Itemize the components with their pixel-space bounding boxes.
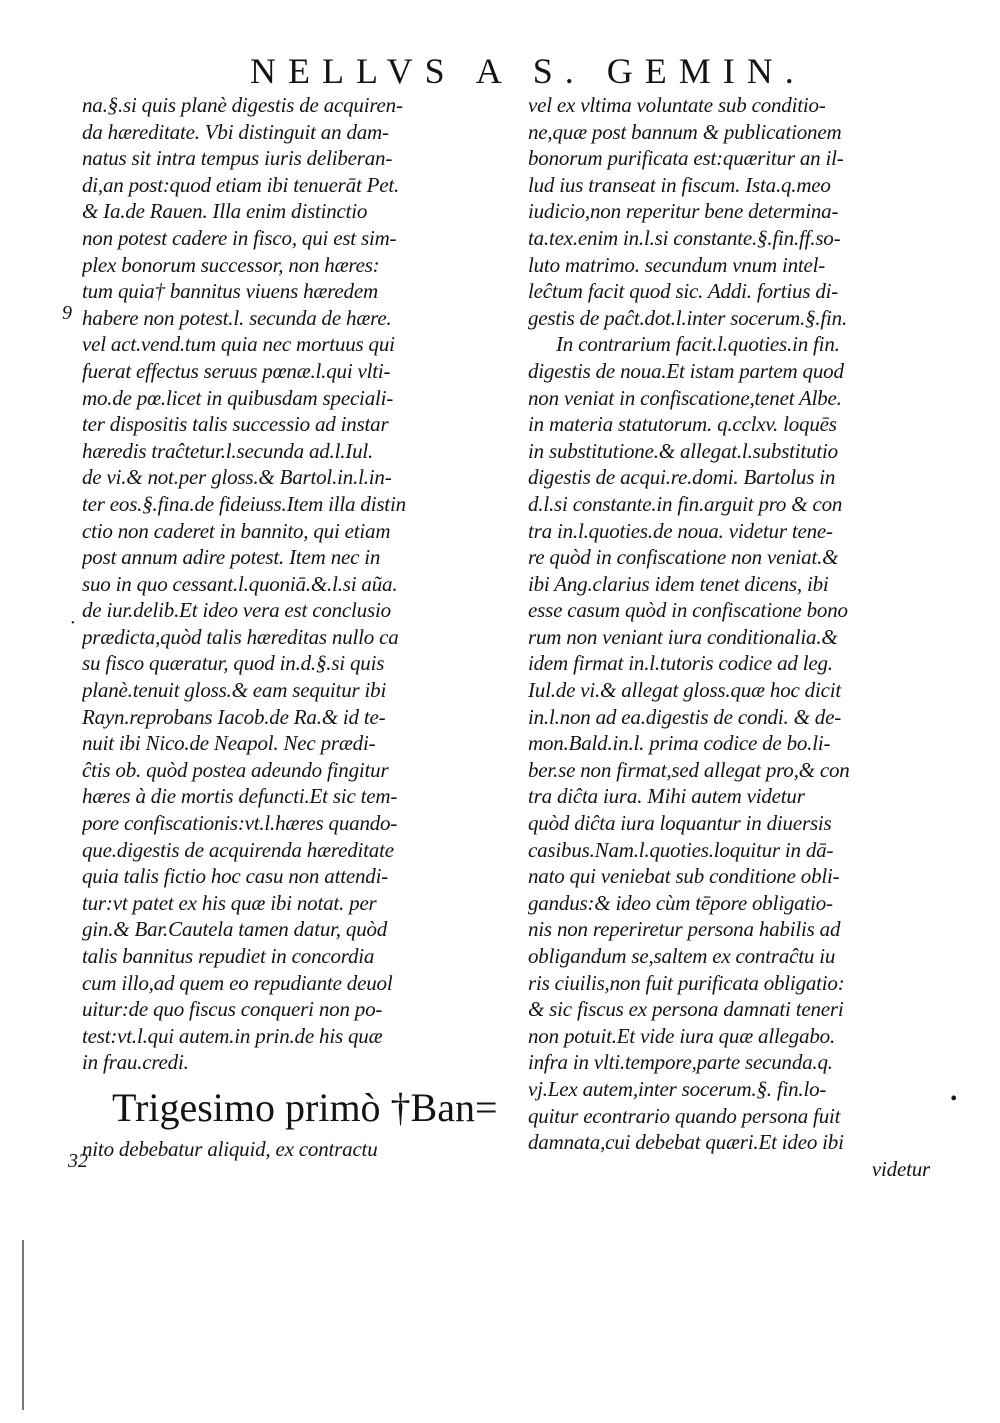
text-line: non potest cadere in fisco, qui est sim- xyxy=(82,225,397,250)
text-line: quitur econtrario quando persona fuit xyxy=(528,1103,841,1128)
catchword: videtur xyxy=(871,1156,930,1181)
text-line: Iul.de vi.& allegat gloss.quæ hoc dicit xyxy=(528,678,841,703)
text-line: bonorum purificata est:quæritur an il- xyxy=(528,146,844,171)
text-line: in.l.non ad ea.digestis de condi. & de- xyxy=(528,704,841,729)
right-column xyxy=(528,92,940,1182)
text-line: quia talis fictio hoc casu non attendi- xyxy=(82,864,389,889)
text-line: natus sit intra tempus iuris deliberan- xyxy=(82,146,393,171)
text-line: in materia statutorum. q.cclxv. loquēs xyxy=(528,412,837,437)
text-line: ĉtis ob. quòd postea adeundo fingitur xyxy=(82,757,389,782)
text-line: obligandum se,saltem ex contraĉtu iu xyxy=(528,944,836,968)
text-line: vj.Lex autem,inter socerum.§. fin.lo- xyxy=(528,1076,827,1101)
text-line: vel act.vend.tum quia nec mortuus qui xyxy=(82,332,395,357)
text-line: infra in vlti.tempore,parte secunda.q. xyxy=(528,1050,833,1075)
text-line: habere non potest.l. secunda de hære. xyxy=(82,305,392,330)
text-line: gandus:& ideo cùm tēpore obligatio- xyxy=(528,890,833,915)
text-line: nato qui veniebat sub conditione obli- xyxy=(528,864,840,889)
section-heading: Trigesimo primò †Ban= xyxy=(112,1084,498,1130)
text-line: rum non veniant iura conditionalia.& xyxy=(528,624,838,649)
marginal-note-9: 9 xyxy=(62,302,72,324)
text-line: gestis de paĉt.dot.l.inter socerum.§.fin. xyxy=(528,305,848,330)
text-line: nuit ibi Nico.de Neapol. Nec prædi- xyxy=(82,731,376,756)
text-line: Rayn.reprobans Iacob.de Ra.& id te- xyxy=(82,704,386,729)
text-line: que.digestis de acquirenda hæreditate xyxy=(82,837,394,862)
text-line: da hæreditate. Vbi distinguit an dam- xyxy=(82,119,389,144)
text-line: ber.se non firmat,sed allegat pro,& con xyxy=(528,757,850,782)
text-line: na.§.si quis planè digestis de acquiren- xyxy=(82,93,403,117)
text-line: hæredis traĉtetur.l.secunda ad.l.Iul. xyxy=(82,438,374,463)
text-line: vel ex vltima voluntate sub conditio- xyxy=(528,93,826,117)
text-line: esse casum quòd in confiscatione bono xyxy=(528,598,848,623)
text-line: test:vt.l.qui autem.in prin.de his quæ xyxy=(82,1023,383,1048)
text-line: post annum adire potest. Item nec in xyxy=(82,545,381,570)
text-line: cum illo,ad quem eo repudiante deuol xyxy=(82,970,393,995)
text-line: ibi Ang.clarius idem tenet dicens, ibi xyxy=(528,571,829,596)
text-line: de iur.delib.Et ideo vera est conclusio xyxy=(82,598,391,623)
text-line: lud ius transeat in fiscum. Ista.q.meo xyxy=(528,172,831,197)
text-line: iudicio,non reperitur bene determina- xyxy=(528,199,839,224)
text-line: non potuit.Et vide iura quæ allegabo. xyxy=(528,1023,835,1048)
left-column xyxy=(82,92,500,1163)
text-line: tra diĉta iura. Mihi autem videtur xyxy=(528,784,805,809)
text-line: non veniat in confiscatione,tenet Albe. xyxy=(528,385,842,410)
text-line: & sic fiscus ex persona damnati teneri xyxy=(528,997,844,1022)
text-line: suo in quo cessant.l.quoniā.&.l.si aũa. xyxy=(82,571,398,596)
text-line: ris ciuilis,non fuit purificata obligatio: xyxy=(528,970,845,995)
text-line: casibus.Nam.l.quoties.loquitur in dā- xyxy=(528,837,834,862)
text-line: de vi.& not.per gloss.& Bartol.in.l.in- xyxy=(82,465,392,490)
running-head: NELLVS A S. GEMIN. xyxy=(250,51,806,91)
text-line: ter eos.§.fina.de fideiuss.Item illa distin xyxy=(82,491,406,516)
text-line: d.l.si constante.in fin.arguit pro & con xyxy=(528,491,843,516)
text-line: tur:vt patet ex his quæ ibi notat. per xyxy=(82,890,377,915)
text-line: idem firmat in.l.tutoris codice ad leg. xyxy=(528,651,833,676)
text-line: tra in.l.quoties.de noua. videtur tene- xyxy=(528,518,833,543)
text-line: uitur:de quo fiscus conqueri non po- xyxy=(82,997,383,1022)
text-line: mo.de pœ.licet in quibusdam speciali- xyxy=(82,385,394,410)
text-line: gin.& Bar.Cautela tamen datur, quòd xyxy=(82,917,388,942)
marginal-dot-left: · xyxy=(70,612,75,634)
text-line: planè.tenuit gloss.& eam sequitur ibi xyxy=(82,678,387,703)
text-line: digestis de noua.Et istam partem quod xyxy=(528,358,844,383)
marginal-dot-right: • xyxy=(950,1088,958,1110)
text-line: damnata,cui debebat quæri.Et ideo ibi xyxy=(528,1130,844,1155)
text-line: pore confiscationis:vt.l.hæres quando- xyxy=(82,811,398,836)
text-line: mon.Bald.in.l. prima codice de bo.li- xyxy=(528,731,831,756)
text-line: su fisco quæratur, quod in.d.§.si quis xyxy=(82,651,385,676)
margin-rule xyxy=(22,1240,24,1410)
text-line: & Ia.de Rauen. Illa enim distinctio xyxy=(82,199,368,224)
text-line: nis non reperiretur persona habilis ad xyxy=(528,917,841,942)
text-line: in substitutione.& allegat.l.substitutio xyxy=(528,438,838,463)
text-line: leĉtum facit quod sic. Addi. fortius di- xyxy=(528,279,839,304)
text-line: talis bannitus repudiet in concordia xyxy=(82,944,375,968)
text-line: digestis de acqui.re.domi. Bartolus in xyxy=(528,465,836,490)
text-line: hæres à die mortis defuncti.Et sic tem- xyxy=(82,784,398,809)
text-line: nito debebatur aliquid, ex contractu xyxy=(82,1136,378,1161)
text-line: luto matrimo. secundum vnum intel- xyxy=(528,252,826,277)
text-line: ter dispositis talis successio ad instar xyxy=(82,412,389,437)
text-line: ne,quæ post bannum & publicationem xyxy=(528,119,842,144)
text-line: prædicta,quòd talis hæreditas nullo ca xyxy=(82,624,399,649)
text-line: fuerat effectus seruus pœnæ.l.qui vlti- xyxy=(82,358,391,383)
text-line: tum quia† bannitus viuens hæredem xyxy=(82,279,378,304)
text-line: re quòd in confiscatione non veniat.& xyxy=(528,545,839,570)
marginal-note-32: 32 xyxy=(68,1150,88,1172)
text-line: ta.tex.enim in.l.si constante.§.fin.ff.so- xyxy=(528,225,841,250)
text-line: di,an post:quod etiam ibi tenuerāt Pet. xyxy=(82,172,400,197)
text-line: plex bonorum successor, non hæres: xyxy=(82,252,380,277)
text-line: In contrarium facit.l.quoties.in fin. xyxy=(556,332,840,357)
text-line: ctio non caderet in bannito, qui etiam xyxy=(82,518,391,543)
text-line: in frau.credi. xyxy=(82,1050,189,1075)
text-line: quòd diĉta iura loquantur in diuersis xyxy=(528,811,832,836)
